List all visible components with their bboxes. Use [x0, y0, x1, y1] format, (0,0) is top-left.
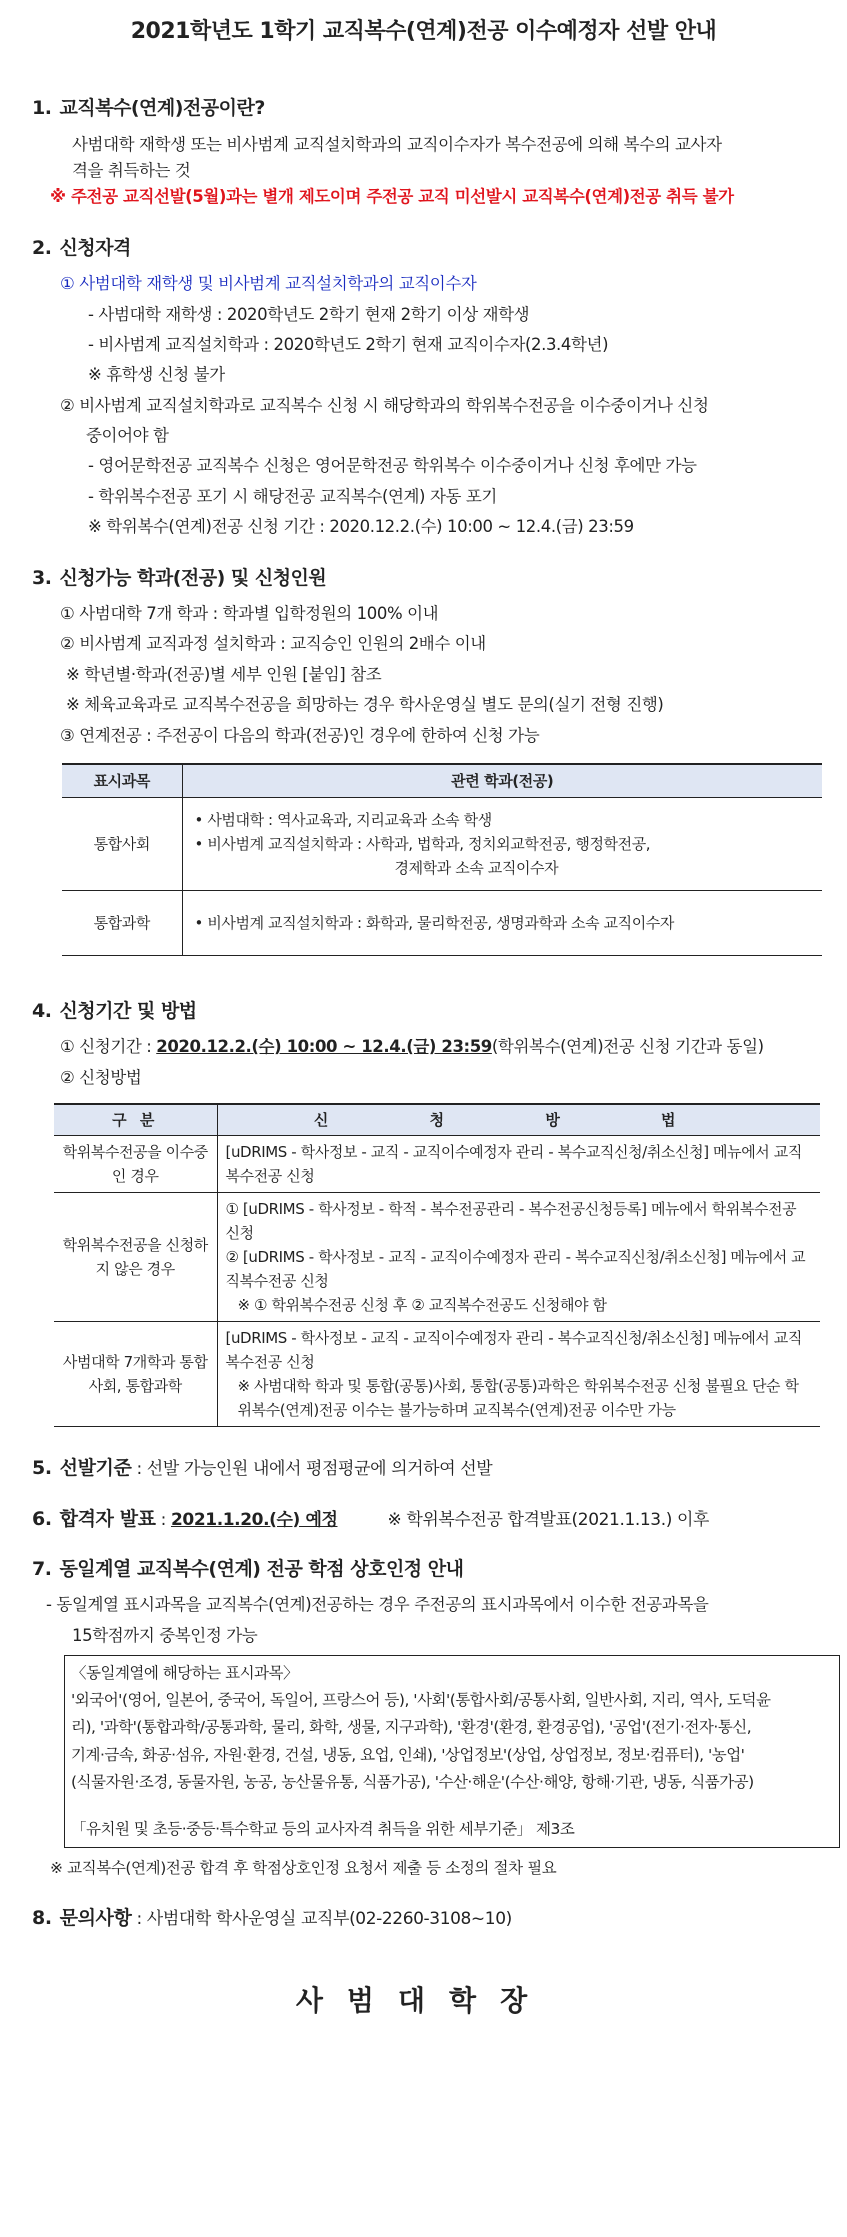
section-7	[32, 1554, 815, 1881]
section-text: : 사범대학 학사운영실 교직부(02-2260-3108~10)	[131, 1908, 512, 1929]
box-line: 기계·금속, 화공·섬유, 자원·환경, 건설, 냉동, 요업, 인쇄), '상업정보'(상업, 상업정보, 정보·컴퓨터), '농업'	[71, 1745, 745, 1764]
eligibility-item-2a: - 영어문학전공 교직복수 신청은 영어문학전공 학위복수 이수중이거나 신청 후에만 가능	[88, 456, 697, 476]
contact-info	[32, 1903, 815, 1933]
page-title: 2021학년도 1학기 교직복수(연계)전공 이수예정자 선발 안내	[130, 19, 717, 44]
section-title: 동일계열 교직복수(연계) 전공 학점 상호인정 안내	[59, 1557, 464, 1580]
section-title: 문의사항	[59, 1906, 132, 1929]
announcement-date: 2021.1.20.(수) 예정	[170, 1509, 338, 1530]
section-8	[32, 1903, 815, 1933]
table-header-row	[62, 764, 822, 798]
column-header: 표시과목	[62, 764, 182, 798]
results-announcement	[32, 1504, 815, 1534]
definition-line-1: 사범대학 재학생 또는 비사범계 교직설치학과의 교직이수자가 복수전공에 의해 복수의 교사자	[72, 134, 722, 154]
eligibility-item-2b: - 학위복수전공 포기 시 해당전공 교직복수(연계) 자동 포기	[88, 486, 497, 506]
period-label: ① 신청기간 :	[60, 1037, 157, 1057]
case-cell: 학위복수전공을 신청하지 않은 경우	[54, 1193, 217, 1322]
section-4-heading	[32, 996, 815, 1026]
related-majors-cell	[182, 798, 822, 891]
section-number: 5.	[32, 1457, 52, 1480]
section-number: 4.	[32, 1000, 52, 1022]
credit-line-2: 15학점까지 중복인정 가능	[72, 1625, 258, 1645]
table-row	[62, 798, 822, 891]
section-5	[32, 1453, 815, 1483]
cell-line: [uDRIMS - 학사정보 - 교직 - 교직이수예정자 관리 - 복수교직신청/취소신청] 메뉴에서 교직복수전공 신청	[225, 1329, 802, 1372]
eligibility-item-1a: - 사범대학 재학생 : 2020학년도 2학기 현재 2학기 이상 재학생	[88, 304, 530, 324]
cell-line: [uDRIMS - 학사정보 - 교직 - 교직이수예정자 관리 - 복수교직신청/취소신청] 메뉴에서 교직복수전공 신청	[225, 1143, 802, 1186]
section-title: 합격자 발표	[59, 1507, 156, 1530]
section-1-heading	[32, 93, 815, 123]
cell-line: ② [uDRIMS - 학사정보 - 교직 - 교직이수예정자 관리 - 복수교직신청/취소신청] 메뉴에서 교직복수전공 신청	[225, 1248, 806, 1291]
box-heading: 〈동일계열에 해당하는 표시과목〉	[71, 1664, 299, 1683]
column-header: 신 청 방 법	[217, 1104, 820, 1136]
section-7-heading	[32, 1554, 815, 1584]
same-field-subjects-box	[64, 1655, 840, 1848]
box-line: (식물자원·조경, 동물자원, 농공, 농산물유통, 식품가공), '수산·해운'(수산·해양, 항해·기관, 냉동, 식품가공)	[71, 1772, 754, 1791]
section-title: 선발기준	[59, 1457, 132, 1480]
application-method-table	[54, 1103, 820, 1427]
subject-cell: 통합사회	[62, 798, 182, 891]
section-title: 신청자격	[59, 236, 131, 259]
section-number: 6.	[32, 1507, 52, 1530]
table-row	[54, 1322, 820, 1427]
method-cell	[217, 1136, 820, 1193]
section-number: 8.	[32, 1906, 52, 1929]
quota-note-1: ※ 학년별·학과(전공)별 세부 인원 [붙임] 참조	[66, 664, 382, 684]
separator: :	[155, 1509, 171, 1530]
section-1	[32, 93, 815, 211]
credit-note: ※ 교직복수(연계)전공 합격 후 학점상호인정 요청서 제출 등 소정의 절차 필요	[50, 1858, 557, 1877]
section-2	[32, 233, 815, 541]
cell-line: ※ 사범대학 학과 및 통합(공통)사회, 통합(공통)과학은 학위복수전공 신청 불필요 단순 학위복수(연계)전공 이수는 불가능하며 교직복수(연계)전공 이수만 가능	[237, 1377, 799, 1420]
section-number: 1.	[32, 97, 52, 120]
section-text: : 선발 가능인원 내에서 평점평균에 의거하여 선발	[131, 1459, 493, 1480]
eligibility-item-2-line-2: 중이어야 함	[86, 426, 169, 446]
section-4	[32, 996, 815, 1427]
eligibility-item-1c: ※ 휴학생 신청 불가	[88, 365, 225, 385]
section-title: 신청가능 학과(전공) 및 신청인원	[59, 566, 327, 589]
section-title: 신청기간 및 방법	[59, 1000, 197, 1022]
table-row	[54, 1136, 820, 1193]
case-cell: 학위복수전공을 이수중인 경우	[54, 1136, 217, 1193]
application-period	[32, 1034, 815, 1060]
section-number: 2.	[32, 236, 52, 259]
eligibility-item-2-line-1: ② 비사범계 교직설치학과로 교직복수 신청 시 해당학과의 학위복수전공을 이수중이거나 신청	[60, 395, 709, 415]
period-note: (학위복수(연계)전공 신청 기간과 동일)	[491, 1037, 764, 1057]
cell-line: • 비사범계 교직설치학과 : 화학과, 물리학전공, 생명과학과 소속 교직이수자	[194, 914, 674, 932]
quota-item-3: ③ 연계전공 : 주전공이 다음의 학과(전공)인 경우에 한하여 신청 가능	[60, 725, 540, 745]
linked-major-table	[62, 763, 822, 956]
announcement-note: ※ 학위복수전공 합격발표(2021.1.13.) 이후	[387, 1509, 709, 1530]
table-header-row	[54, 1104, 820, 1136]
box-reference: 「유치원 및 초등·중등·특수학교 등의 교사자격 취득을 위한 세부기준」 제3조	[71, 1819, 575, 1838]
quota-item-1: ① 사범대학 7개 학과 : 학과별 입학정원의 100% 이내	[60, 604, 439, 624]
eligibility-item-1b: - 비사범계 교직설치학과 : 2020학년도 2학기 현재 교직이수자(2.3.4학년)	[88, 334, 609, 354]
case-cell: 사범대학 7개학과 통합사회, 통합과학	[54, 1322, 217, 1427]
section-number: 7.	[32, 1557, 52, 1580]
eligibility-item-2c: ※ 학위복수(연계)전공 신청 기간 : 2020.12.2.(수) 10:00 ~ 12.4.(금) 23:59	[88, 517, 634, 537]
period-value: 2020.12.2.(수) 10:00 ~ 12.4.(금) 23:59	[156, 1037, 492, 1057]
application-method-label: ② 신청방법	[60, 1067, 142, 1087]
related-majors-cell	[182, 891, 822, 956]
section-2-heading	[32, 233, 815, 263]
method-cell	[217, 1193, 820, 1322]
section-title: 교직복수(연계)전공이란?	[59, 97, 265, 120]
box-line: 리), '과학'(통합과학/공통과학, 물리, 화학, 생물, 지구과학), '환경'(환경, 환경공업), '공업'(전기·전자·통신,	[71, 1718, 752, 1737]
section-3-heading	[32, 563, 815, 593]
cell-line: • 비사범계 교직설치학과 : 사학과, 법학과, 정치외교학전공, 행정학전공,	[194, 835, 651, 853]
warning-note: ※ 주전공 교직선발(5월)과는 별개 제도이며 주전공 교직 미선발시 교직복수(연계)전공 취득 불가	[50, 187, 734, 207]
subject-cell: 통합과학	[62, 891, 182, 956]
section-6	[32, 1504, 815, 1534]
selection-criteria	[32, 1453, 815, 1483]
column-header: 구 분	[54, 1104, 217, 1136]
definition-line-2: 격을 취득하는 것	[72, 160, 191, 180]
section-number: 3.	[32, 566, 52, 589]
section-3	[32, 563, 815, 956]
cell-line: ① [uDRIMS - 학사정보 - 학적 - 복수전공관리 - 복수전공신청등록] 메뉴에서 학위복수전공 신청	[225, 1200, 797, 1243]
cell-line: 경제학과 소속 교직이수자	[394, 859, 559, 877]
signature: 사범대학장	[295, 1984, 552, 2018]
table-row	[62, 891, 822, 956]
credit-line-1: - 동일계열 표시과목을 교직복수(연계)전공하는 경우 주전공의 표시과목에서 이수한 전공과목을	[46, 1595, 709, 1615]
quota-note-2: ※ 체육교육과로 교직복수전공을 희망하는 경우 학사운영실 별도 문의(실기 전형 진행)	[66, 695, 664, 715]
quota-item-2: ② 비사범계 교직과정 설치학과 : 교직승인 인원의 2배수 이내	[60, 634, 486, 654]
cell-line: ※ ① 학위복수전공 신청 후 ② 교직복수전공도 신청해야 함	[237, 1296, 607, 1315]
cell-line: • 사범대학 : 역사교육과, 지리교육과 소속 학생	[194, 811, 492, 829]
box-line: '외국어'(영어, 일본어, 중국어, 독일어, 프랑스어 등), '사회'(통합사회/공통사회, 일반사회, 지리, 역사, 도덕윤	[71, 1691, 771, 1710]
method-cell	[217, 1322, 820, 1427]
column-header: 관련 학과(전공)	[182, 764, 822, 798]
table-row	[54, 1193, 820, 1322]
eligibility-item-1: ① 사범대학 재학생 및 비사범계 교직설치학과의 교직이수자	[60, 274, 477, 294]
